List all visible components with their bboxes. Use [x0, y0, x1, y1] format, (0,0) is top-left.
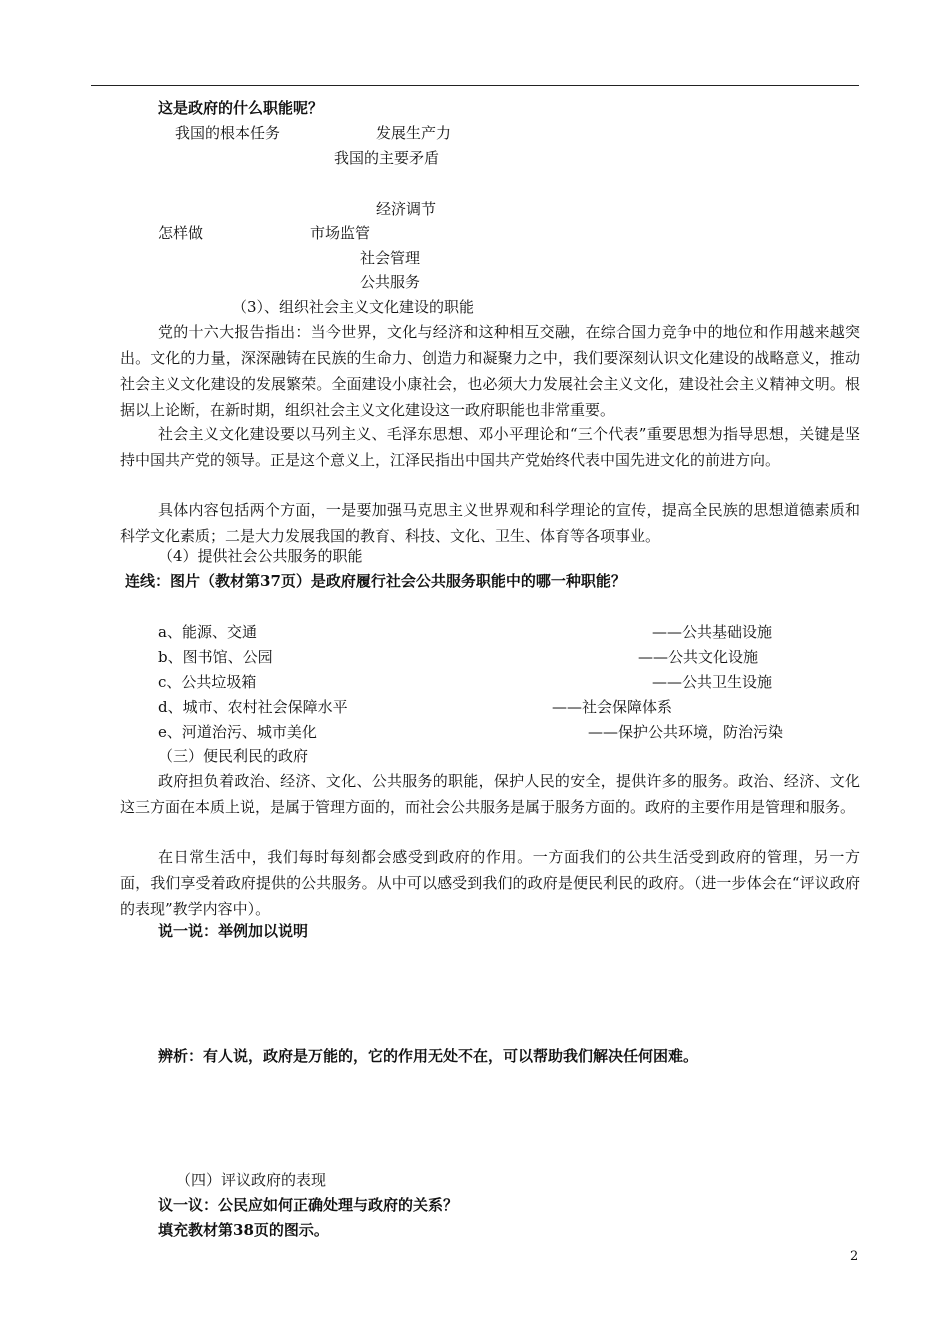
connect-left-d: d、城市、农村社会保障水平	[158, 698, 348, 716]
section3-paragraph-1: 党的十六大报告指出：当今世界，文化与经济和这种相互交融，在综合国力竞争中的地位和作用越来越突出。文化的力量，深深融铸在民族的生命力、创造力和凝聚力之中，我们要深刻认识文化建设的战略意义，推动社会主义文化建设的发展繁荣。全面建设小康社会，也必须大力发展社会主义文化，建设社会主义精神文明。根据以上论断，在新时期，组织社会主义文化建设这一政府职能也非常重要。	[120, 323, 860, 419]
header-rule	[91, 85, 859, 86]
connect-left-c: c、公共垃圾箱	[158, 673, 257, 691]
section3-paragraph-2: 社会主义文化建设要以马列主义、毛泽东思想、邓小平理论和“三个代表”重要思想为指导思想，关键是坚持中国共产党的领导。正是这个意义上，江泽民指出中国共产党始终代表中国先进文化的前进方向。	[120, 425, 860, 469]
connect-right-d: ——社会保障体系	[552, 698, 673, 716]
part3-heading: （三）便民利民的政府	[158, 747, 309, 765]
discuss-prompt: 议一议：公民应如何正确处理与政府的关系？	[158, 1196, 459, 1214]
debate-prompt: 辨析：有人说，政府是万能的，它的作用无处不在，可以帮助我们解决任何困难。	[158, 1047, 699, 1065]
diagram-task: 我国的根本任务	[175, 124, 281, 142]
diagram-econ: 经济调节	[376, 200, 437, 218]
connect-left-e: e、河道治污、城市美化	[158, 723, 317, 741]
part4-heading: （四）评议政府的表现	[176, 1171, 327, 1189]
fill-prompt: 填充教材第38页的图示。	[158, 1221, 329, 1239]
connect-right-a: ——公共基础设施	[652, 623, 773, 641]
diagram-productivity: 发展生产力	[376, 124, 452, 142]
connect-right-b: ——公共文化设施	[638, 648, 759, 666]
diagram-public: 公共服务	[360, 273, 421, 291]
connect-left-a: a、能源、交通	[158, 623, 257, 641]
part3-paragraph-1: 政府担负着政治、经济、文化、公共服务的职能，保护人民的安全，提供许多的服务。政治、经济、文化这三方面在本质上说，是属于管理方面的，而社会公共服务是属于服务方面的。政府的主要作用是管理和服务。	[120, 772, 860, 816]
diagram-contradiction: 我国的主要矛盾	[334, 149, 440, 167]
diagram-social: 社会管理	[360, 249, 421, 267]
diagram-how: 怎样做	[158, 224, 204, 242]
section3-paragraph-3: 具体内容包括两个方面，一是要加强马克思主义世界观和科学理论的宣传，提高全民族的思想道德素质和科学文化素质；二是大力发展我国的教育、科技、文化、卫生、体育等各项事业。	[120, 501, 860, 545]
connect-right-e: ——保护公共环境，防治污染	[588, 723, 784, 741]
section3-heading: （3）、组织社会主义文化建设的职能	[232, 298, 475, 316]
connect-left-b: b、图书馆、公园	[158, 648, 273, 666]
diagram-market: 市场监管	[310, 224, 371, 242]
question-heading: 这是政府的什么职能呢？	[158, 99, 324, 117]
say-prompt: 说一说：举例加以说明	[158, 922, 309, 940]
connect-right-c: ——公共卫生设施	[652, 673, 773, 691]
part3-paragraph-2: 在日常生活中，我们每时每刻都会感受到政府的作用。一方面我们的公共生活受到政府的管理，另一方面，我们享受着政府提供的公共服务。从中可以感受到我们的政府是便民利民的政府。（进一步体会在“评议政府的表现”教学内容中）。	[120, 848, 860, 918]
section4-heading: （4）提供社会公共服务的职能	[158, 547, 363, 565]
connect-question: 连线：图片（教材第37页）是政府履行社会公共服务职能中的哪一种职能？	[125, 572, 626, 590]
page-number: 2	[850, 1249, 859, 1264]
